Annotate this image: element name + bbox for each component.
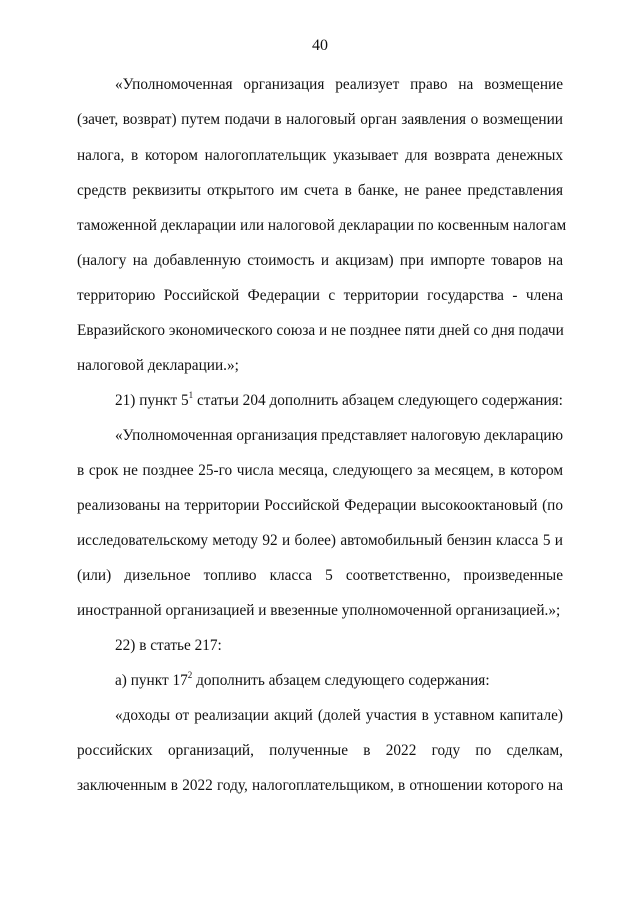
paragraph-line: (или) дизельное топливо класса 5 соответственно, произведенные <box>77 567 563 584</box>
paragraph-line: (налогу на добавленную стоимость и акцизам) при импорте товаров на <box>77 252 563 269</box>
list-item-22: 22) в статье 217: <box>115 637 222 654</box>
paragraph-line: «Уполномоченная организация представляет налоговую декларацию <box>115 427 564 444</box>
page-number: 40 <box>312 37 328 54</box>
paragraph-line: в срок не позднее 25-го числа месяца, следующего за месяцем, в котором <box>77 462 563 479</box>
superscript: 2 <box>187 669 193 680</box>
paragraph-line: Евразийского экономического союза и не позднее пяти дней со дня подачи <box>77 322 564 339</box>
list-item-text: статьи 204 дополнить абзацем следующего содержания: <box>193 392 563 409</box>
paragraph-line: (зачет, возврат) путем подачи в налоговый орган заявления о возмещении <box>77 111 563 128</box>
paragraph-line: средств реквизиты открытого им счета в банке, не ранее представления <box>77 182 563 199</box>
list-item-21 <box>115 391 563 411</box>
paragraph-line: «Уполномоченная организация реализует право на возмещение <box>115 76 563 93</box>
paragraph-line: «доходы от реализации акций (долей участия в уставном капитале) <box>115 707 563 724</box>
paragraph-line: налоговой декларации.»; <box>77 357 239 374</box>
paragraph-line: налога, в котором налогоплательщик указывает для возврата денежных <box>77 147 563 164</box>
paragraph-line: заключенным в 2022 году, налогоплательщиком, в отношении которого на <box>77 777 563 794</box>
list-item-text: 21) пункт 5 <box>115 392 189 409</box>
superscript: 1 <box>188 389 194 400</box>
paragraph-line: российских организаций, полученные в 2022 году по сделкам, <box>77 742 563 759</box>
list-item-text: дополнить абзацем следующего содержания: <box>192 672 490 689</box>
paragraph-line: исследовательскому методу 92 и более) автомобильный бензин класса 5 и <box>77 532 563 549</box>
paragraph-line: иностранной организацией и ввезенные уполномоченной организацией.»; <box>77 602 561 619</box>
list-item-text: а) пункт 17 <box>115 672 188 689</box>
list-item-a <box>115 671 563 691</box>
paragraph-line: таможенной декларации или налоговой декларации по косвенным налогам <box>77 217 567 234</box>
paragraph-line: территорию Российской Федерации с территории государства - члена <box>77 287 563 304</box>
paragraph-line: реализованы на территории Российской Федерации высокооктановый (по <box>77 497 563 514</box>
